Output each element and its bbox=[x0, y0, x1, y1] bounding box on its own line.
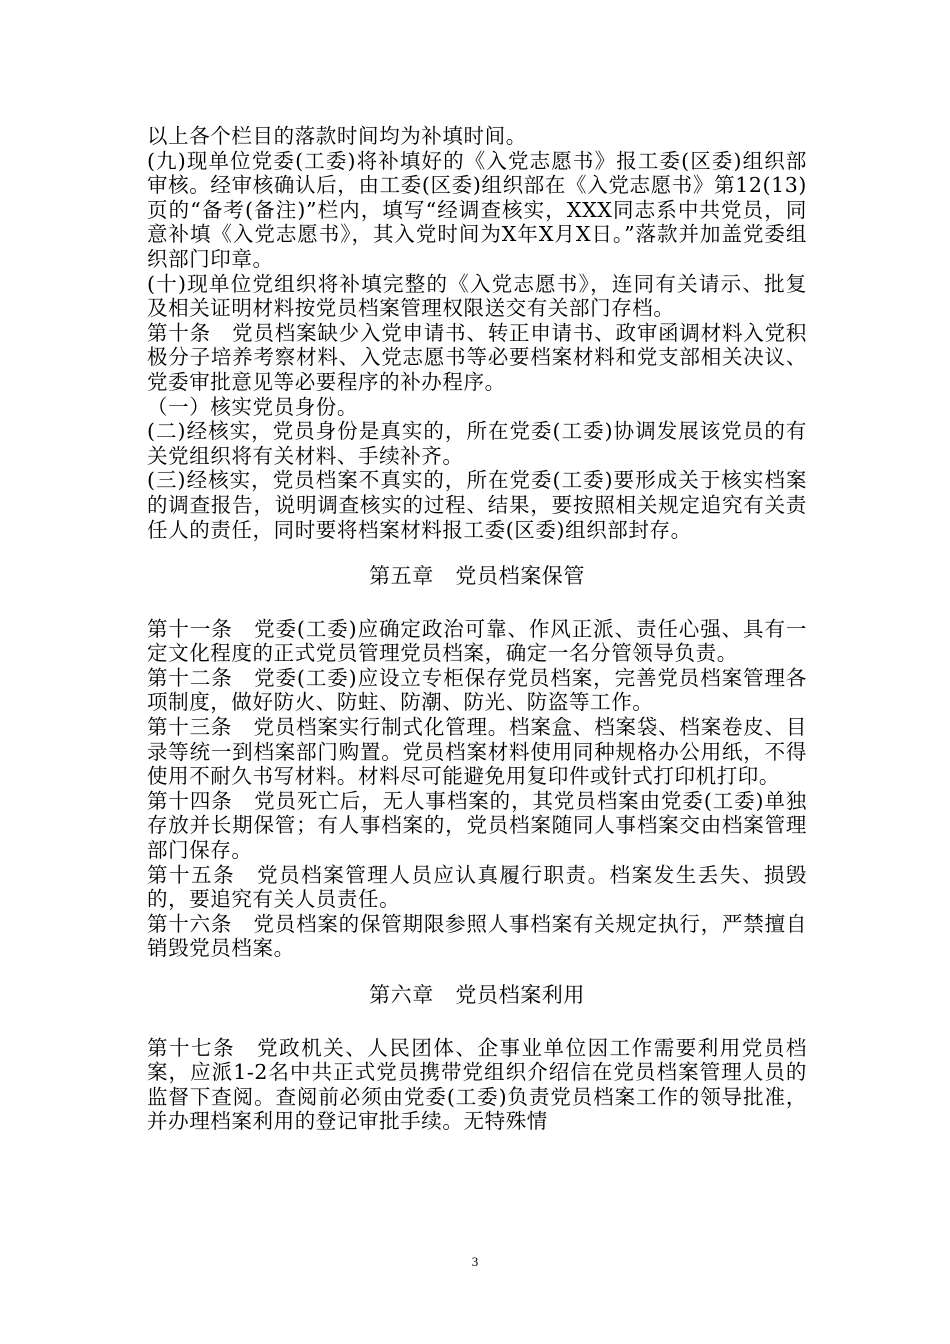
paragraph: （一）核实党员身份。 bbox=[147, 394, 358, 419]
paragraph: 第十条 党员档案缺少入党申请书、转正申请书、政审函调材料入党积极分子培养考察材料、入党志愿书等必要档案材料和党支部相关决议、党委审批意见等必要程序的补办程序。 bbox=[147, 320, 807, 394]
paragraph: (二)经核实，党员身份是真实的，所在党委(工委)协调发展该党员的有关党组织将有关材料、手续补齐。 bbox=[147, 419, 807, 468]
chapter-heading: 第六章 党员档案利用 bbox=[369, 983, 585, 1007]
paragraph: 第十七条 党政机关、人民团体、企事业单位因工作需要利用党员档案，应派1-2名中共正式党员携带党组织介绍信在党员档案管理人员的监督下查阅。查阅前必须由党委(工委)负责党员档案工作的领导批准，并办理档案利用的登记审批手续。无特殊情 bbox=[147, 1035, 807, 1134]
paragraph: 第十六条 党员档案的保管期限参照人事档案有关规定执行，严禁擅自销毁党员档案。 bbox=[147, 911, 807, 961]
paragraph: 第十四条 党员死亡后，无人事档案的，其党员档案由党委(工委)单独存放并长期保管；有人事档案的，党员档案随同人事档案交由档案管理部门保存。 bbox=[147, 788, 807, 863]
paragraph: 第十一条 党委(工委)应确定政治可靠、作风正派、责任心强、具有一定文化程度的正式党员管理党员档案，确定一名分管领导负责。 bbox=[147, 616, 807, 666]
chapter-heading: 第五章 党员档案保管 bbox=[369, 564, 585, 589]
paragraph: 第十五条 党员档案管理人员应认真履行职责。档案发生丢失、损毁的，要追究有关人员责任。 bbox=[147, 862, 807, 912]
paragraph: (十)现单位党组织将补填完整的《入党志愿书》，连同有关请示、批复及相关证明材料按党员档案管理权限送交有关部门存档。 bbox=[147, 271, 807, 321]
paragraph: 以上各个栏目的落款时间均为补填时间。 bbox=[147, 124, 527, 148]
page-number: 3 bbox=[471, 1254, 479, 1269]
paragraph: 第十二条 党委(工委)应设立专柜保存党员档案，完善党员档案管理各项制度，做好防火、防蛀、防潮、防光、防盗等工作。 bbox=[147, 665, 807, 715]
paragraph: (三)经核实，党员档案不真实的，所在党委(工委)要形成关于核实档案的调查报告，说明调查核实的过程、结果，要按照相关规定追究有关责任人的责任，同时要将档案材料报工委(区委)组织部封存。 bbox=[147, 468, 807, 542]
document-body bbox=[147, 124, 807, 1134]
paragraph: (九)现单位党委(工委)将补填好的《入党志愿书》报工委(区委)组织部审核。经审核确认后，由工委(区委)组织部在《入党志愿书》第12(13)页的“备考(备注)”栏内，填写“经调查核实，XXX同志系中共党员，同意补填《入党志愿书》，其入党时间为X年X月X日。”落款并加盖党委组织部门印章。 bbox=[147, 148, 807, 271]
paragraph: 第十三条 党员档案实行制式化管理。档案盒、档案袋、档案卷皮、目录等统一到档案部门购置。党员档案材料使用同种规格办公用纸，不得使用不耐久书写材料。材料尽可能避免用复印件或针式打印机打印。 bbox=[147, 715, 807, 789]
